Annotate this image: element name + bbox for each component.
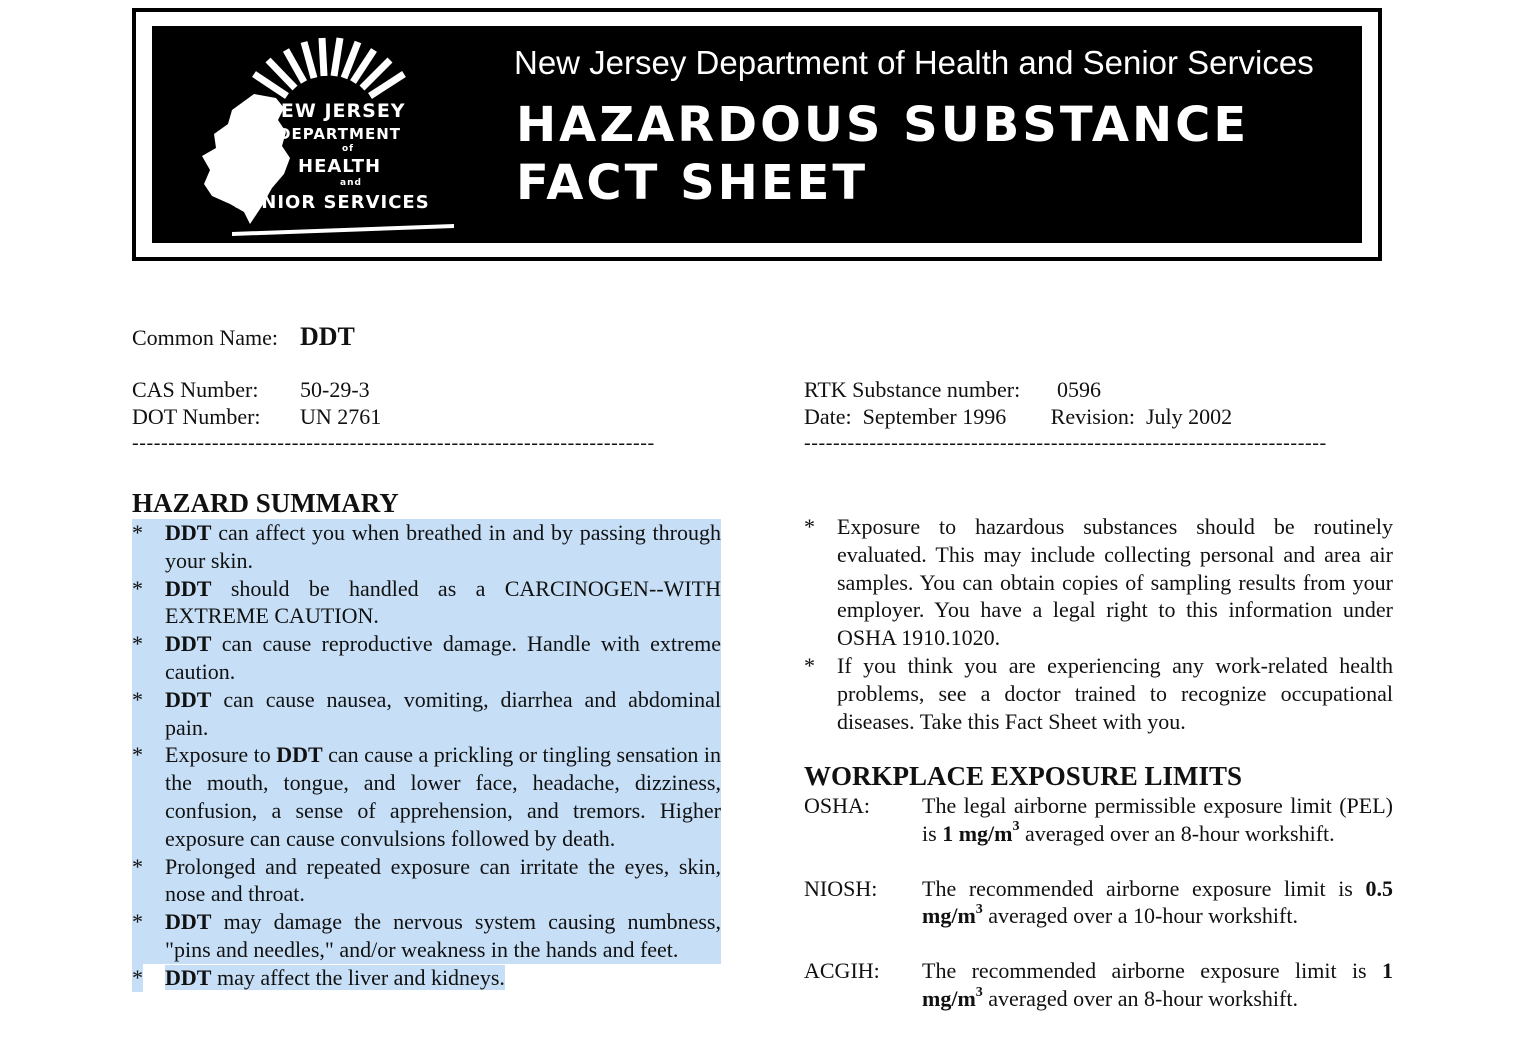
fact-sheet-title <box>516 96 1249 212</box>
hazard-summary-heading: HAZARD SUMMARY <box>132 488 399 518</box>
niosh-limit-row <box>804 875 1393 931</box>
rtk-number-label: RTK Substance number: <box>804 377 1021 402</box>
dot-number-row <box>132 404 381 430</box>
logo-line-6: SENIOR SERVICES <box>234 192 430 213</box>
department-name: New Jersey Department of Health and Senior Services <box>514 44 1314 81</box>
date-value: September 1996 <box>862 404 1007 429</box>
list-item: * DDT can affect you when breathed in and by passing through your skin. <box>132 520 721 573</box>
left-divider: ------------------------------------------------------------------------ <box>132 432 655 454</box>
list-item: * DDT may damage the nervous system causing numbness, "pins and needles," and/or weakness in the hands and feet. <box>132 909 721 962</box>
exposure-notes-section <box>804 513 1393 735</box>
niosh-label: NIOSH: <box>804 875 878 901</box>
header-banner <box>132 8 1382 261</box>
right-divider: ------------------------------------------------------------------------ <box>804 432 1327 454</box>
banner-black-panel <box>152 26 1362 243</box>
acgih-limit-row <box>804 957 1393 1013</box>
rtk-number-row <box>804 377 1101 403</box>
list-item: * If you think you are experiencing any work-related health problems, see a doctor trained to recognize occupational diseases. Take this Fact Sheet with you. <box>804 652 1393 734</box>
dot-number-label: DOT Number: <box>132 404 261 429</box>
logo-line-3: of <box>342 144 355 154</box>
list-item: * Exposure to DDT can cause a prickling or tingling sensation in the mouth, tongue, and lower face, headache, dizziness, confusion, a sense of apprehension, and tremors. Higher exposure can cause convulsions followed by death. <box>132 742 721 851</box>
workplace-exposure-limits-section <box>804 760 1393 1013</box>
logo-line-5: and <box>340 178 362 188</box>
cas-number-label: CAS Number: <box>132 377 259 402</box>
list-item: * DDT can cause nausea, vomiting, diarrhea and abdominal pain. <box>132 686 721 740</box>
list-item: * DDT should be handled as a CARCINOGEN--WITH EXTREME CAUTION. <box>132 575 722 629</box>
cas-number-value: 50-29-3 <box>300 377 370 402</box>
acgih-description: The recommended airborne exposure limit is 1 $mg/m^3$ averaged over an 8-hour workshift. <box>922 958 1393 1011</box>
revision-value: July 2002 <box>1146 404 1233 429</box>
title-line-1: HAZARDOUS SUBSTANCE <box>516 97 1250 153</box>
common-name-label: Common Name: <box>132 325 279 350</box>
date-label: Date: <box>804 404 852 429</box>
date-revision-row <box>804 404 1232 430</box>
list-item: * DDT can cause reproductive damage. Handle with extreme caution. <box>132 631 722 684</box>
rtk-number-value: 0596 <box>1057 377 1101 402</box>
dot-number-value: UN 2761 <box>300 404 382 429</box>
list-item: * Prolonged and repeated exposure can irritate the eyes, skin, nose and throat. <box>132 853 721 907</box>
niosh-description: The recommended airborne exposure limit is 0.5 $mg/m^3$ averaged over a 10-hour workshift. <box>922 875 1393 929</box>
cas-number-row <box>132 377 370 403</box>
list-item: * DDT may affect the liver and kidneys. <box>132 964 505 990</box>
logo-line-2: DEPARTMENT <box>278 125 401 143</box>
title-line-2: FACT SHEET <box>516 155 869 211</box>
revision-label: Revision: <box>1050 404 1135 429</box>
list-item: * Exposure to hazardous substances should be routinely evaluated. This may include collecting personal and area air samples. You can obtain copies of sampling results from your employer. You have a legal right to this information under OSHA 1910.1020. <box>804 514 1393 651</box>
logo-line-1: NEW JERSEY <box>264 100 406 122</box>
osha-label: OSHA: <box>804 793 871 818</box>
exposure-limits-heading: WORKPLACE EXPOSURE LIMITS <box>804 761 1243 791</box>
osha-description: The legal airborne permissible exposure limit (PEL) is 1 $mg/m^3$ averaged over an 8-hour workshift. <box>922 793 1393 846</box>
common-name-row <box>132 322 355 352</box>
logo-line-4: HEALTH <box>298 156 382 177</box>
common-name-value: DDT <box>300 322 355 351</box>
nj-department-logo <box>192 36 472 236</box>
osha-limit-row <box>804 792 1393 848</box>
hazard-summary-section <box>132 487 721 992</box>
acgih-label: ACGIH: <box>804 958 880 984</box>
